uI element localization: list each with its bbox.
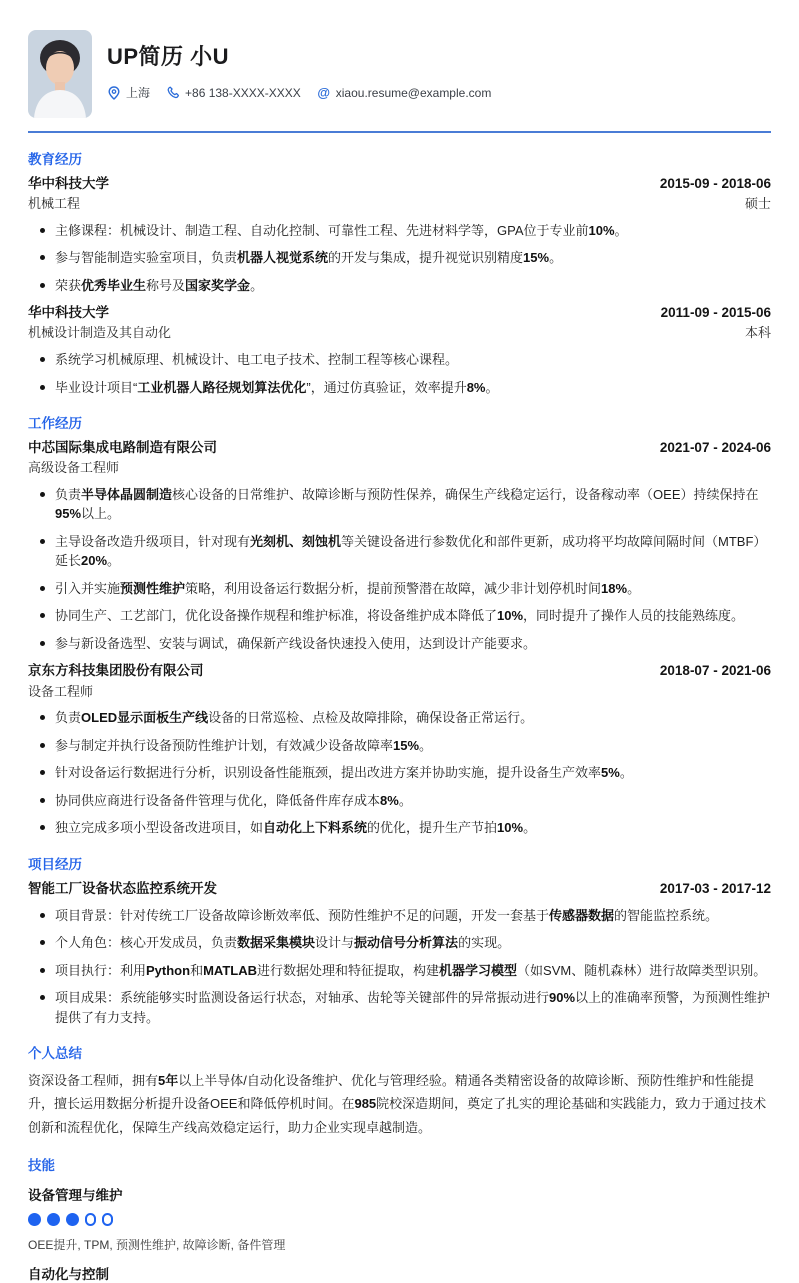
location-icon (107, 86, 121, 100)
contact-text: xiaou.resume@example.com (335, 85, 492, 100)
bullet-marker (40, 715, 45, 720)
bullet-list (28, 350, 771, 397)
bullet-item (28, 906, 771, 926)
section-work (28, 412, 771, 838)
highlighted-text: Python (146, 962, 191, 978)
bullet-item (28, 221, 771, 241)
entry-subtitle: 机械工程 (28, 196, 81, 212)
text-segment: 参与制定并执行设备预防性维护计划，有效减少设备故障率 (55, 737, 394, 753)
entry (28, 880, 771, 1028)
highlighted-text: 95% (55, 506, 82, 522)
resume-header (28, 30, 771, 118)
entry-title: 京东方科技集团股份有限公司 (28, 663, 204, 679)
bullet-marker (40, 743, 45, 748)
bullet-marker (40, 995, 45, 1000)
bullet-list (28, 708, 771, 838)
text-segment: 核心设备的日常维护、故障诊断与预防性保养，确保生产线稳定运行，设备稼动率（OEE）持续保持在 (172, 486, 759, 502)
bullet-marker (40, 539, 45, 544)
rating-dot-icon (85, 1213, 96, 1226)
rating-dot-icon (102, 1213, 113, 1226)
highlighted-text: 自动化上下料系统 (263, 820, 368, 836)
entry-date: 2021-07 - 2024-06 (659, 440, 771, 456)
skill-name: 自动化与控制 (28, 1266, 109, 1282)
contact-text: +86 138-XXXX-XXXX (185, 85, 301, 100)
rating-dot-icon (47, 1213, 60, 1226)
entry-degree: 本科 (744, 325, 771, 341)
text-segment: 个人角色：核心开发成员，负责 (55, 935, 238, 951)
entry-subtitle: 设备工程师 (28, 683, 94, 699)
bullet-marker (40, 255, 45, 260)
highlighted-text: 15% (393, 737, 420, 753)
phone-icon (166, 86, 180, 100)
bullet-item (28, 818, 771, 838)
text-segment: 参与新设备选型、安装与调试，确保新产线设备快速投入使用，达到设计产能要求。 (55, 635, 537, 651)
section-education (28, 148, 771, 397)
text-segment: 协同生产、工艺部门，优化设备操作规程和维护标准，将设备维护成本降低了 (55, 608, 498, 624)
skill-group (28, 1184, 771, 1253)
bullet-marker (40, 940, 45, 945)
skill-group (28, 1263, 771, 1283)
resume-sections (28, 148, 771, 1283)
text-segment: 系统学习机械原理、机械设计、电工电子技术、控制工程等核心课程。 (55, 352, 459, 368)
bullet-item (28, 378, 771, 398)
entry-header-row (28, 304, 771, 322)
text-segment: 。 (549, 250, 563, 266)
highlighted-text: 10% (497, 820, 524, 836)
contact-item (107, 84, 150, 101)
entry-title: 华中科技大学 (28, 176, 109, 191)
section-title: 技能 (28, 1157, 55, 1173)
text-segment: 项目背景：针对传统工厂设备故障诊断效率低、预防性维护不足的问题，开发一套基于 (55, 907, 550, 923)
contact-item (166, 86, 301, 100)
bullet-marker (40, 492, 45, 497)
highlighted-text: 8% (380, 792, 399, 808)
bullet-item (28, 988, 771, 1027)
bullet-marker (40, 770, 45, 775)
text-segment: 。 (419, 737, 433, 753)
contact-item (317, 86, 492, 100)
bullet-list (28, 485, 771, 654)
bullet-marker (40, 385, 45, 390)
bullet-list (28, 906, 771, 1028)
bullet-marker (40, 825, 45, 830)
highlighted-text: 传感器数据 (549, 907, 615, 923)
text-segment: 项目成果：系统能够实时监测设备运行状态，对轴承、齿轮等关键部件的异常振动进行 (55, 990, 550, 1006)
text-segment: 独立完成多项小型设备改进项目，如 (55, 820, 264, 836)
section-title: 个人总结 (28, 1046, 82, 1062)
text-segment: 资深设备工程师，拥有 (28, 1073, 159, 1089)
highlighted-text: 8% (466, 379, 486, 395)
entry-sub-row (28, 193, 771, 213)
bullet-item (28, 579, 771, 599)
text-segment: 策略，利用设备运行数据分析，提前预警潜在故障，减少非计划停机时间 (185, 580, 602, 596)
text-segment: 的智能监控系统。 (614, 907, 719, 923)
text-segment: 荣获 (55, 277, 82, 293)
text-segment: 以上。 (81, 506, 121, 522)
entry-subtitle: 高级设备工程师 (28, 460, 120, 476)
text-segment: 院校深造期间，奠定了扎实的理论基础和实践能力，致力于通过技术创新和流程优化，保障生产线高效稳定运行，助力企业实现卓越制造。 (28, 1096, 767, 1135)
highlighted-text: 振动信号分析算法 (354, 935, 459, 951)
contact-text: 上海 (126, 86, 151, 100)
text-segment: 设计与 (315, 935, 355, 951)
bullet-item (28, 532, 771, 571)
text-segment: 项目执行：利用 (55, 962, 147, 978)
text-segment: 。 (250, 277, 264, 293)
at-icon: @ (317, 85, 331, 100)
section-skills (28, 1154, 771, 1283)
profile-photo-illustration (28, 30, 92, 118)
entry-sub-row (28, 322, 771, 342)
text-segment: 。 (107, 553, 121, 569)
entry (28, 439, 771, 653)
entry-header-row (28, 880, 771, 898)
text-segment: 针对设备运行数据进行分析，识别设备性能瓶颈，提出改进方案并协助实施，提升设备生产效率 (55, 765, 602, 781)
highlighted-text: 5% (601, 765, 620, 781)
text-segment: 设备的日常巡检、点检及故障排除，确保设备正常运行。 (208, 710, 534, 726)
entry-date: 2018-07 - 2021-06 (659, 663, 771, 679)
highlighted-text: 20% (81, 553, 108, 569)
bullet-marker (40, 357, 45, 362)
highlighted-text: 国家奖学金 (185, 277, 251, 293)
highlighted-text: 90% (549, 990, 576, 1006)
entry-header-row (28, 439, 771, 457)
entry-title: 华中科技大学 (28, 305, 109, 321)
entry-title: 中芯国际集成电路制造有限公司 (28, 440, 217, 456)
bullet-item (28, 350, 771, 370)
text-segment: 主修课程：机械设计、制造工程、自动化控制、可靠性工程、先进材料学等，GPA位于专业前 (55, 222, 589, 238)
bullet-item (28, 933, 771, 953)
bullet-marker (40, 641, 45, 646)
highlighted-text: 18% (601, 580, 628, 596)
bullet-marker (40, 586, 45, 591)
text-segment: 引入并实施 (55, 580, 121, 596)
text-segment: 称号及 (146, 277, 186, 293)
rating-dot-icon (28, 1213, 41, 1226)
highlighted-text: 预测性维护 (120, 580, 186, 596)
bullet-marker (40, 613, 45, 618)
contact-row (107, 84, 507, 101)
highlighted-text: 光刻机、刻蚀机 (250, 533, 342, 549)
section-title: 工作经历 (28, 416, 82, 432)
profile-photo (28, 30, 92, 118)
highlighted-text: 工业机器人路径规划算法优化 (137, 379, 307, 395)
text-segment: 。 (485, 379, 499, 395)
header-text-block (107, 30, 507, 101)
highlighted-text: 机器人视觉系统 (237, 250, 329, 266)
rating-dot-icon (66, 1213, 79, 1226)
text-segment: 协同供应商进行设备备件管理与优化，降低备件库存成本 (55, 792, 381, 808)
entry-header-row (28, 662, 771, 680)
text-segment: 的实现。 (458, 935, 511, 951)
text-segment: 毕业设计项目“ (55, 379, 138, 395)
bullet-marker (40, 798, 45, 803)
bullet-item (28, 791, 771, 811)
text-segment: 参与智能制造实验室项目，负责 (55, 250, 238, 266)
bullet-item (28, 736, 771, 756)
summary-paragraph (28, 1069, 771, 1138)
text-segment: 主导设备改造升级项目，针对现有 (55, 533, 251, 549)
skill-rating (28, 1213, 771, 1227)
section-title: 项目经历 (28, 856, 82, 872)
entry-sub-row (28, 457, 771, 477)
entry-title: 智能工厂设备状态监控系统开发 (28, 880, 217, 896)
highlighted-text: 10% (497, 608, 524, 624)
text-segment: ”，通过仿真验证，效率提升 (306, 379, 467, 395)
text-segment: 负责 (55, 486, 82, 502)
highlighted-text: 10% (588, 222, 615, 238)
candidate-name: UP简历 小U (107, 44, 230, 69)
bullet-marker (40, 968, 45, 973)
bullet-item (28, 485, 771, 524)
text-segment: （如SVM、随机森林）进行故障类型识别。 (517, 962, 767, 978)
highlighted-text: 半导体晶圆制造 (81, 486, 173, 502)
entry (28, 175, 771, 295)
text-segment: 负责 (55, 710, 82, 726)
text-segment: 。 (627, 580, 641, 596)
text-segment: 。 (619, 765, 633, 781)
entry-degree: 硕士 (744, 196, 771, 212)
highlighted-text: 5年 (158, 1073, 179, 1089)
highlighted-text: 985 (354, 1096, 377, 1112)
skill-name: 设备管理与维护 (28, 1187, 123, 1203)
bullet-list (28, 221, 771, 296)
text-segment: 。 (614, 222, 628, 238)
entry-date: 2017-03 - 2017-12 (659, 880, 771, 896)
bullet-item (28, 276, 771, 296)
bullet-item (28, 961, 771, 981)
entry-header-row (28, 175, 771, 193)
bullet-marker (40, 283, 45, 288)
bullet-marker (40, 228, 45, 233)
entry (28, 662, 771, 837)
text-segment: 以上的准确率预警，为预测性维护提供了有力支持。 (55, 990, 771, 1025)
bullet-marker (40, 913, 45, 918)
text-segment: 的优化，提升生产节拍 (367, 820, 498, 836)
text-segment: 进行数据处理和特征提取，构建 (257, 962, 440, 978)
bullet-item (28, 248, 771, 268)
entry (28, 304, 771, 397)
text-segment: 。 (523, 820, 537, 836)
text-segment: 等关键设备进行参数优化和部件更新，成功将平均故障间隔时间（MTBF）延长 (55, 533, 767, 569)
highlighted-text: 机器学习模型 (439, 962, 518, 978)
entry-date: 2015-09 - 2018-06 (659, 176, 771, 191)
highlighted-text: 优秀毕业生 (81, 277, 147, 293)
entry-subtitle: 机械设计制造及其自动化 (28, 325, 172, 341)
highlighted-text: MATLAB (203, 962, 258, 978)
highlighted-text: 数据采集模块 (237, 935, 316, 951)
bullet-item (28, 606, 771, 626)
section-title: 教育经历 (28, 152, 82, 167)
entry-sub-row (28, 681, 771, 701)
header-divider (28, 131, 771, 133)
text-segment: 的开发与集成，提升视觉识别精度 (328, 250, 524, 266)
section-projects (28, 853, 771, 1028)
bullet-item (28, 763, 771, 783)
text-segment: 以上半导体/自动化设备维护、优化与管理经验。精通各类精密设备的故障诊断、预防性维护和性能提升，擅长运用数据分析提升设备OEE和降低停机时间。在 (28, 1073, 754, 1112)
highlighted-text: 15% (523, 250, 550, 266)
entry-date: 2011-09 - 2015-06 (660, 305, 771, 321)
text-segment: ，同时提升了操作人员的技能熟练度。 (523, 608, 745, 624)
highlighted-text: OLED显示面板生产线 (81, 710, 209, 726)
text-segment: 和 (190, 962, 204, 978)
section-summary (28, 1042, 771, 1138)
bullet-item (28, 708, 771, 728)
skill-tags: OEE提升, TPM, 预测性维护, 故障诊断, 备件管理 (28, 1237, 286, 1252)
text-segment: 。 (398, 792, 412, 808)
bullet-item (28, 634, 771, 654)
